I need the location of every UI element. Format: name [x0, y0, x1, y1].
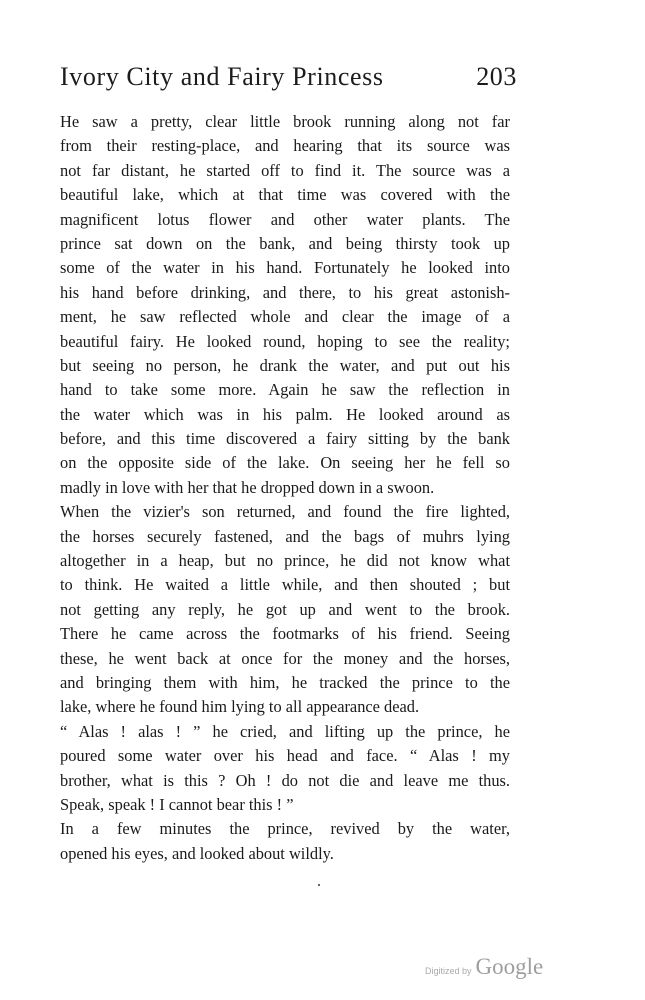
text-line: magnificent lotus flower and other water plants. The [60, 209, 510, 229]
text-line: When the vizier's son returned, and found the fire lighted, [60, 502, 510, 522]
paragraph-3 [60, 720, 510, 818]
ink-speck [318, 884, 320, 886]
text-line: the water which was in his palm. He looked around as [60, 404, 510, 424]
text-line: “ Alas ! alas ! ” he cried, and lifting up the prince, he [60, 721, 510, 741]
text-line: lake, where he found him lying to all appearance dead. [60, 697, 420, 717]
text-line: from their resting-place, and hearing that its source was [60, 136, 510, 156]
google-logo: Google [475, 954, 544, 979]
text-line: In a few minutes the prince, revived by the water, [60, 819, 510, 839]
digitized-watermark [425, 954, 543, 984]
paragraph-1 [60, 110, 510, 500]
running-head [60, 62, 517, 98]
text-line: the horses securely fastened, and the bags of muhrs lying [60, 526, 510, 546]
text-line: He saw a pretty, clear little brook running along not far [60, 112, 510, 131]
text-line: hand to take some more. Again he saw the reflection in [60, 380, 510, 400]
text-line: these, he went back at once for the money and the horses, [60, 648, 510, 668]
text-line: Speak, speak ! I cannot bear this ! ” [60, 794, 294, 814]
text-line: There he came across the footmarks of his friend. Seeing [60, 624, 510, 644]
text-line: madly in love with her that he dropped down in a swoon. [60, 477, 435, 497]
text-line: beautiful lake, which at that time was covered with the [60, 185, 510, 205]
text-line: opened his eyes, and looked about wildly. [60, 843, 334, 863]
text-line: brother, what is this ? Oh ! do not die and leave me thus. [60, 770, 510, 790]
text-line: before, and this time discovered a fairy sitting by the bank [60, 429, 510, 449]
text-line: altogether in a heap, but no prince, he did not know what [60, 551, 510, 571]
text-line: some of the water in his hand. Fortunately he looked into [60, 258, 510, 278]
body-text [60, 110, 510, 866]
text-line: to think. He waited a little while, and then shouted ; but [60, 575, 510, 595]
text-line: not far distant, he started off to find it. The source was a [60, 160, 510, 180]
text-line: not getting any reply, he got up and went to the brook. [60, 599, 510, 619]
text-line: but seeing no person, he drank the water, and put out his [60, 355, 510, 375]
watermark-prefix: Digitized by [425, 966, 472, 976]
page-number: 203 [476, 62, 517, 91]
text-line: beautiful fairy. He looked round, hoping to see the reality; [60, 331, 510, 351]
text-line: on the opposite side of the lake. On seeing her he fell so [60, 453, 510, 473]
text-line: his hand before drinking, and there, to his great astonish- [60, 282, 510, 302]
text-line: poured some water over his head and face. “ Alas ! my [60, 746, 510, 766]
text-line: ment, he saw reflected whole and clear the image of a [60, 307, 510, 327]
paragraph-4 [60, 817, 510, 866]
chapter-title: Ivory City and Fairy Princess [60, 62, 384, 91]
paragraph-2 [60, 500, 510, 720]
text-line: prince sat down on the bank, and being thirsty took up [60, 233, 510, 253]
text-line: and bringing them with him, he tracked the prince to the [60, 672, 510, 692]
